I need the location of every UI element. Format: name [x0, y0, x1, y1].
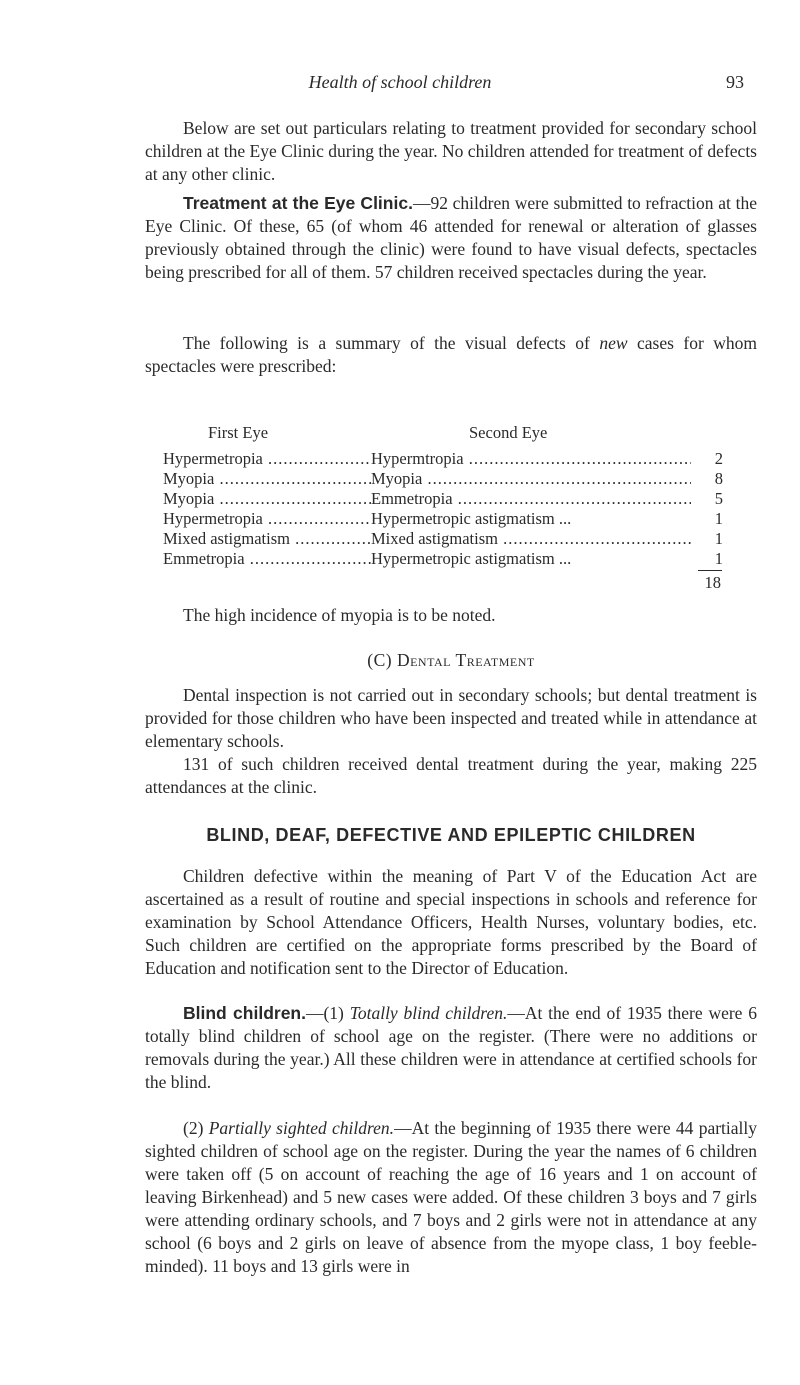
partially-sighted-number: (2) — [183, 1118, 209, 1138]
cell-first-eye: Emmetropia — [163, 549, 245, 568]
summary-intro-emphasis: new — [599, 333, 628, 353]
cell-second-eye: Hypermetropic astigmatism ... — [371, 549, 572, 568]
cell-count: 1 — [693, 549, 723, 569]
partially-sighted-subheading: Partially sighted children. — [208, 1118, 395, 1138]
eye-clinic-paragraph — [145, 192, 757, 284]
myopia-note: The high incidence of myopia is to be noted. — [183, 605, 496, 625]
defective-children-paragraph: Children defective within the meaning of Part V of the Education Act are ascertained as a result of routine and special inspections in schools and reference for examination by School Attendance Officers, Health Nurses, voluntary bodies, etc. Such children are certified on the appropriate forms prescribed by the Board of Education and notification sent to the Director of Education. — [145, 866, 757, 978]
table-row — [163, 509, 723, 529]
dental-paragraph-1: Dental inspection is not carried out in secondary schools; but dental treatment is provided for those children who have been inspected and treated while in attendance at elementary schools. — [145, 685, 757, 751]
table-row — [163, 449, 723, 469]
cell-first-eye: Myopia — [163, 489, 215, 508]
dental-paragraph-2: 131 of such children received dental treatment during the year, making 225 attendances at the clinic. — [145, 754, 757, 797]
cell-second-eye: Mixed astigmatism — [371, 529, 498, 548]
blind-children-number: —(1) — [305, 1003, 350, 1023]
running-title: Health of school children — [308, 72, 492, 92]
cell-first-eye: Mixed astigmatism — [163, 529, 290, 548]
eye-clinic-text: —92 children were submitted to refraction at the Eye Clinic. Of these, 65 (of whom 46 attended for renewal or alteration of glasses previously obtained through the clinic) were found to have visual defects, spectacles being prescribed for all of them. 57 children received spectacles during the year. — [145, 193, 757, 282]
summary-intro-after: cases for whom spectacles were prescribed: — [145, 333, 758, 376]
cell-second-eye: Hypermetropic astigmatism ... — [371, 509, 572, 528]
column-header-second-eye: Second Eye — [469, 423, 548, 442]
table-row — [163, 489, 723, 509]
table-total: 18 — [704, 573, 721, 592]
cell-count: 2 — [693, 449, 723, 469]
column-header-first-eye: First Eye — [208, 423, 269, 442]
blind-children-heading: Blind children. — [183, 1003, 306, 1023]
cell-count: 5 — [693, 489, 723, 509]
cell-second-eye: Emmetropia — [371, 489, 453, 508]
table-row — [163, 549, 723, 569]
blind-children-text: —At the end of 1935 there were 6 totally blind children of school age on the register. (There were no additions or removals during the year.) All these children were in attendance at certified schools for the blind. — [145, 1003, 758, 1092]
table-row — [163, 469, 723, 489]
table-row — [163, 529, 723, 549]
eye-clinic-heading: Treatment at the Eye Clinic. — [183, 193, 413, 213]
blind-children-paragraph — [145, 1002, 757, 1094]
cell-first-eye: Hypermetropia — [163, 509, 263, 528]
intro-paragraph: Below are set out particulars relating to treatment provided for secondary school children at the Eye Clinic during the year. No children attended for treatment of defects at any other clinic. — [145, 118, 757, 184]
cell-second-eye: Myopia — [371, 469, 423, 488]
summary-intro — [145, 332, 757, 378]
running-header — [0, 72, 800, 102]
dental-treatment-heading: (C) Dental Treatment — [367, 650, 535, 670]
totally-blind-subheading: Totally blind children. — [349, 1003, 508, 1023]
page-number: 93 — [726, 72, 744, 92]
cell-second-eye: Hypermtropia — [371, 449, 464, 468]
cell-count: 8 — [693, 469, 723, 489]
partially-sighted-text: —At the beginning of 1935 there were 44 partially sighted children of school age on the register. During the year the names of 6 children were taken off (5 on account of reaching the age of 16 years and 1 on account of leaving Birkenhead) and 5 new cases were added. Of these children 3 boys and 7 girls were attending ordinary schools, and 7 boys and 2 girls were not in attendance at any school (6 boys and 2 girls on leave of absence from the myope class, 1 boy feeble-minded). 11 boys and 13 girls were in — [145, 1118, 758, 1276]
summary-intro-before: The following is a summary of the visual defects of — [183, 333, 600, 353]
blind-deaf-heading: BLIND, DEAF, DEFECTIVE AND EPILEPTIC CHILDREN — [206, 825, 696, 845]
cell-first-eye: Myopia — [163, 469, 215, 488]
cell-count: 1 — [693, 529, 723, 549]
partially-sighted-paragraph — [145, 1117, 757, 1278]
cell-count: 1 — [693, 509, 723, 529]
cell-first-eye: Hypermetropia — [163, 449, 263, 468]
total-rule — [698, 570, 722, 571]
